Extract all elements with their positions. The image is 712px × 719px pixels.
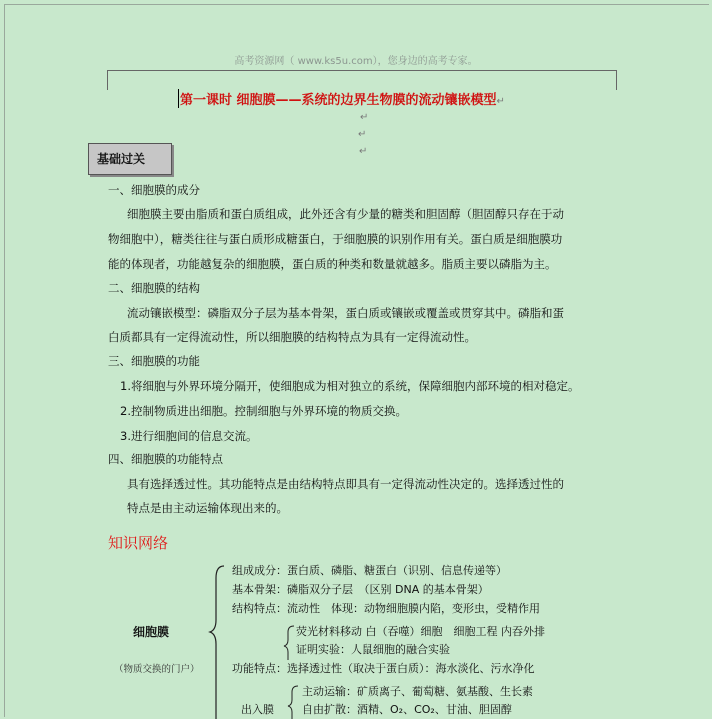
paragraph-composition-1: 细胞膜主要由脂质和蛋白质组成，此外还含有少量的糖类和胆固醇（胆固醇只存在于动 [127, 207, 564, 221]
mindmap-free-diffusion: 自由扩散：酒精、O₂、CO₂、甘油、胆固醇 [302, 703, 512, 716]
heading-function: 三、细胞膜的功能 [108, 354, 200, 368]
paragraph-mark-icon: ↵ [360, 112, 369, 123]
paragraph-mark-icon: ↵ [358, 129, 367, 140]
mindmap-transport: 出入膜 [241, 703, 274, 716]
mindmap-skeleton: 基本骨架：磷脂双分子层 （区别 DNA 的基本骨架） [232, 583, 489, 596]
page-header: 高考资源网（ www.ks5u.com），您身边的高考专家。 [234, 56, 478, 67]
paragraph-structure-2: 白质都具有一定得流动性，所以细胞膜的结构特点为具有一定得流动性。 [108, 330, 476, 344]
mindmap-proof: 证明实验：人鼠细胞的融合实验 [296, 643, 450, 656]
heading-structure: 二、细胞膜的结构 [108, 281, 200, 295]
paragraph-composition-2: 物细胞中），糖类往往与蛋白质形成糖蛋白，于细胞膜的识别作用有关。蛋白质是细胞膜功 [108, 232, 563, 246]
paragraph-feature-1: 具有选择透过性。其功能特点是由结构特点即具有一定得流动性决定的。选择透过性的 [127, 477, 564, 491]
title-text: 第一课时 细胞膜——系统的边界生物膜的流动镶嵌模型 [180, 93, 497, 108]
mindmap-root-subtitle: （物质交换的门户） [114, 664, 200, 675]
paragraph-mark-icon: ↵ [496, 96, 505, 107]
function-item-3: 3.进行细胞间的信息交流。 [120, 429, 258, 443]
mindmap-structure: 结构特点：流动性 体现：动物细胞膜内陷，变形虫，受精作用 [232, 602, 540, 615]
mindmap-active-transport: 主动运输：矿质离子、葡萄糖、氨基酸、生长素 [302, 685, 533, 698]
paragraph-mark-icon: ↵ [359, 146, 368, 157]
heading-composition: 一、细胞膜的成分 [108, 183, 200, 197]
paragraph-structure-1: 流动镶嵌模型：磷脂双分子层为基本骨架，蛋白质或镶嵌或覆盖或贯穿其中。磷脂和蛋 [127, 306, 564, 320]
mindmap-root: 细胞膜 [133, 625, 170, 639]
function-item-2: 2.控制物质进出细胞。控制细胞与外界环境的物质交换。 [120, 404, 407, 418]
mindmap-function: 功能特点：选择透过性（取决于蛋白质）：海水淡化、污水净化 [232, 662, 535, 675]
paragraph-composition-3: 能的体现者，功能越复杂的细胞膜，蛋白质的种类和数量就越多。脂质主要以磷脂为主。 [108, 257, 557, 271]
mindmap-fluorescence: 荧光材料移动 白（吞噬）细胞 细胞工程 内吞外排 [296, 625, 545, 638]
mindmap-composition: 组成成分：蛋白质、磷脂、糖蛋白（识别、信息传递等） [232, 564, 507, 577]
heading-function-feature: 四、细胞膜的功能特点 [108, 452, 223, 466]
paragraph-feature-2: 特点是由主动运输体现出来的。 [127, 501, 288, 515]
section-label-box: 基础过关 [88, 143, 172, 175]
function-item-1: 1.将细胞与外界环境分隔开，使细胞成为相对独立的系统，保障细胞内部环境的相对稳定。 [120, 379, 580, 393]
knowledge-network-title: 知识网络 [108, 534, 169, 552]
